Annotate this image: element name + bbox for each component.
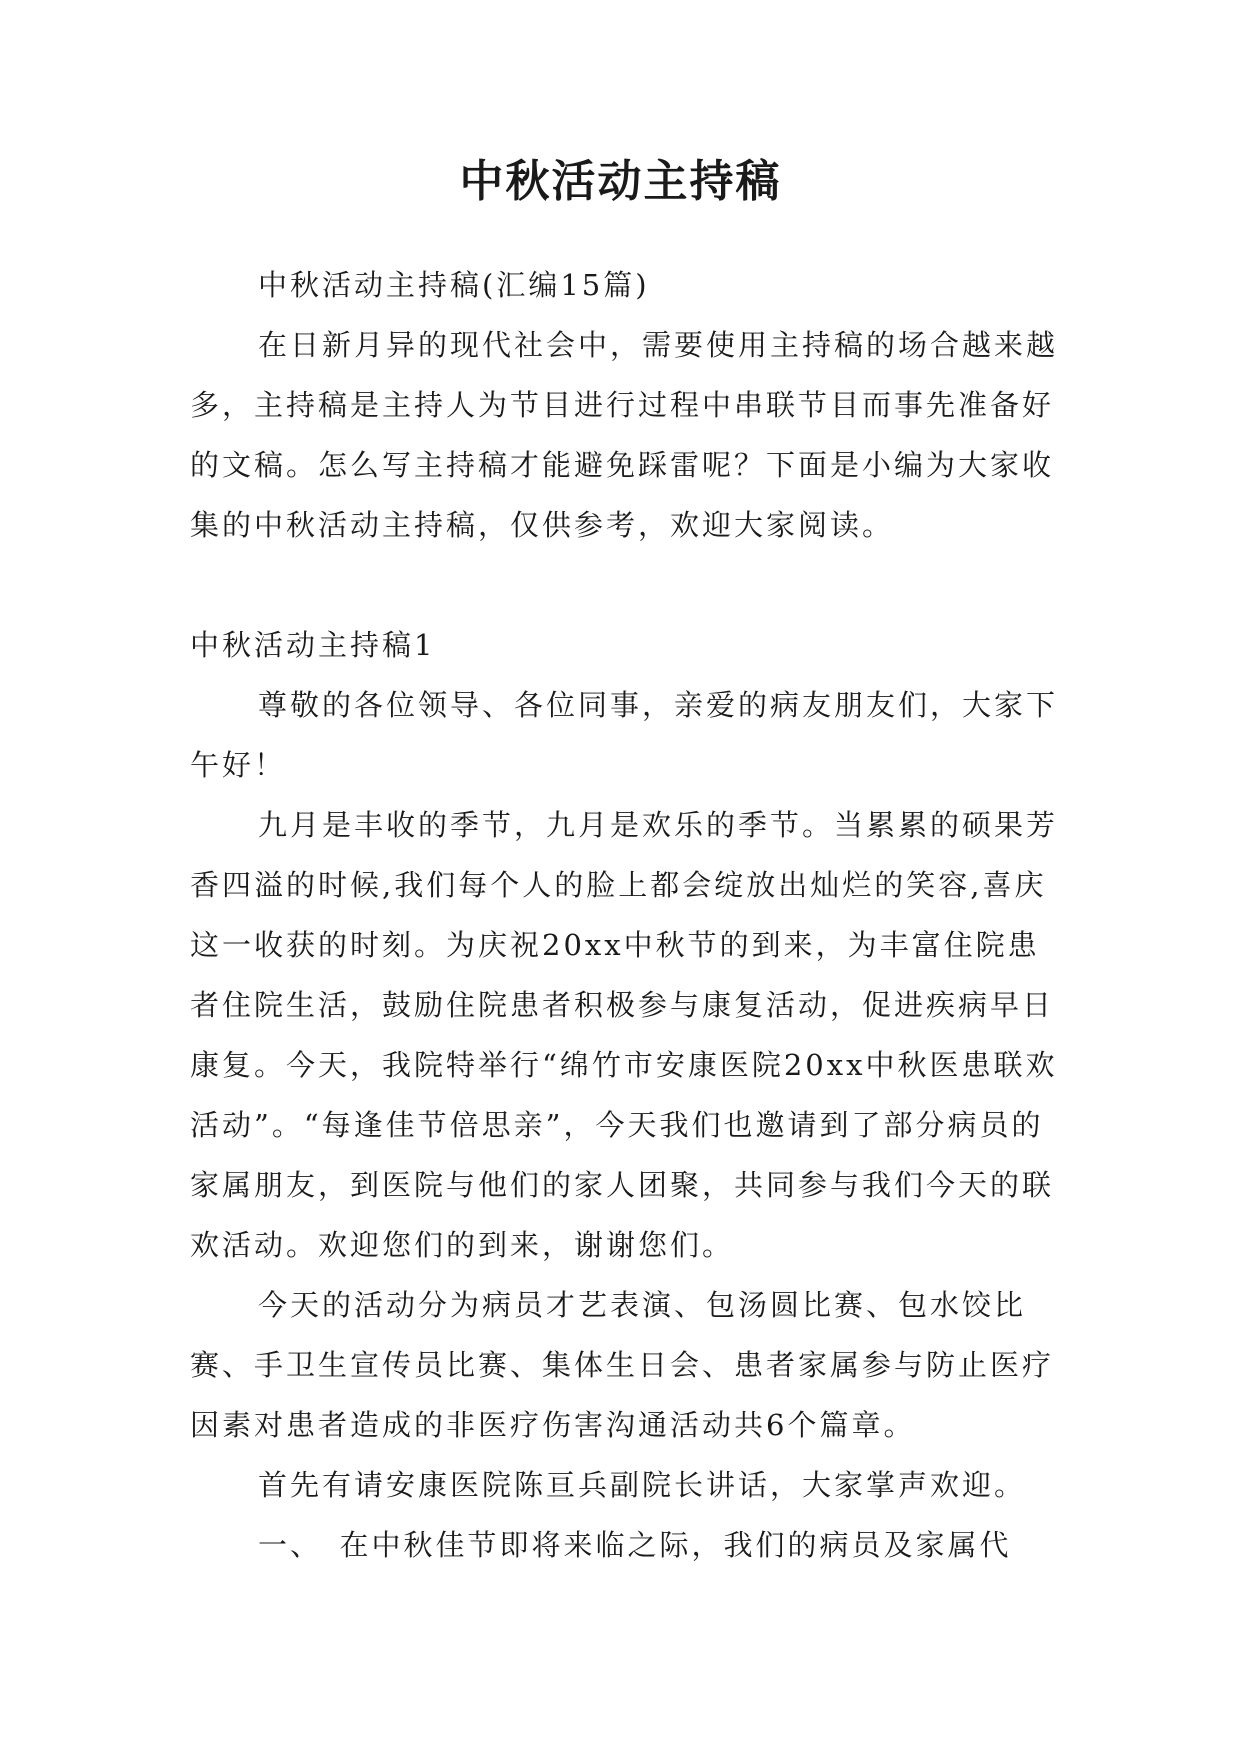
document-title: 中秋活动主持稿 [459, 156, 782, 207]
document-body [190, 255, 1060, 1575]
speech-paragraph: 首先有请安康医院陈亘兵副院长讲话，大家掌声欢迎。 [258, 1468, 1027, 1502]
opening-paragraph: 九月是丰收的季节，九月是欢乐的季节。当累累的硕果芳香四溢的时候,我们每个人的脸上都会绽放出灿烂的笑容,喜庆这一收获的时刻。为庆祝20xx中秋节的到来，为丰富住院患者住院生活，鼓励住院患者积极参与康复活动，促进疾病早日康复。今天，我院特举行“绵竹市安康医院20xx中秋医患联欢活动”。“每逢佳节倍思亲”，今天我们也邀请到了部分病员的家属朋友，到医院与他们的家人团聚，共同参与我们今天的联欢活动。欢迎您们的到来，谢谢您们。 [190, 808, 1059, 1262]
subtitle-paragraph: 中秋活动主持稿(汇编15篇) [258, 268, 650, 302]
section-heading: 中秋活动主持稿1 [190, 628, 436, 662]
greeting-paragraph: 尊敬的各位领导、各位同事，亲爱的病友朋友们，大家下午好！ [190, 688, 1059, 782]
activity-paragraph: 今天的活动分为病员才艺表演、包汤圆比赛、包水饺比赛、手卫生宣传员比赛、集体生日会、患者家属参与防止医疗因素对患者造成的非医疗伤害沟通活动共6个篇章。 [190, 1288, 1055, 1442]
intro-paragraph: 在日新月异的现代社会中，需要使用主持稿的场合越来越多，主持稿是主持人为节目进行过程中串联节目而事先准备好的文稿。怎么写主持稿才能避免踩雷呢？下面是小编为大家收集的中秋活动主持稿，仅供参考，欢迎大家阅读。 [190, 328, 1059, 542]
item-paragraph: 一、 在中秋佳节即将来临之际，我们的病员及家属代 [258, 1528, 1012, 1562]
